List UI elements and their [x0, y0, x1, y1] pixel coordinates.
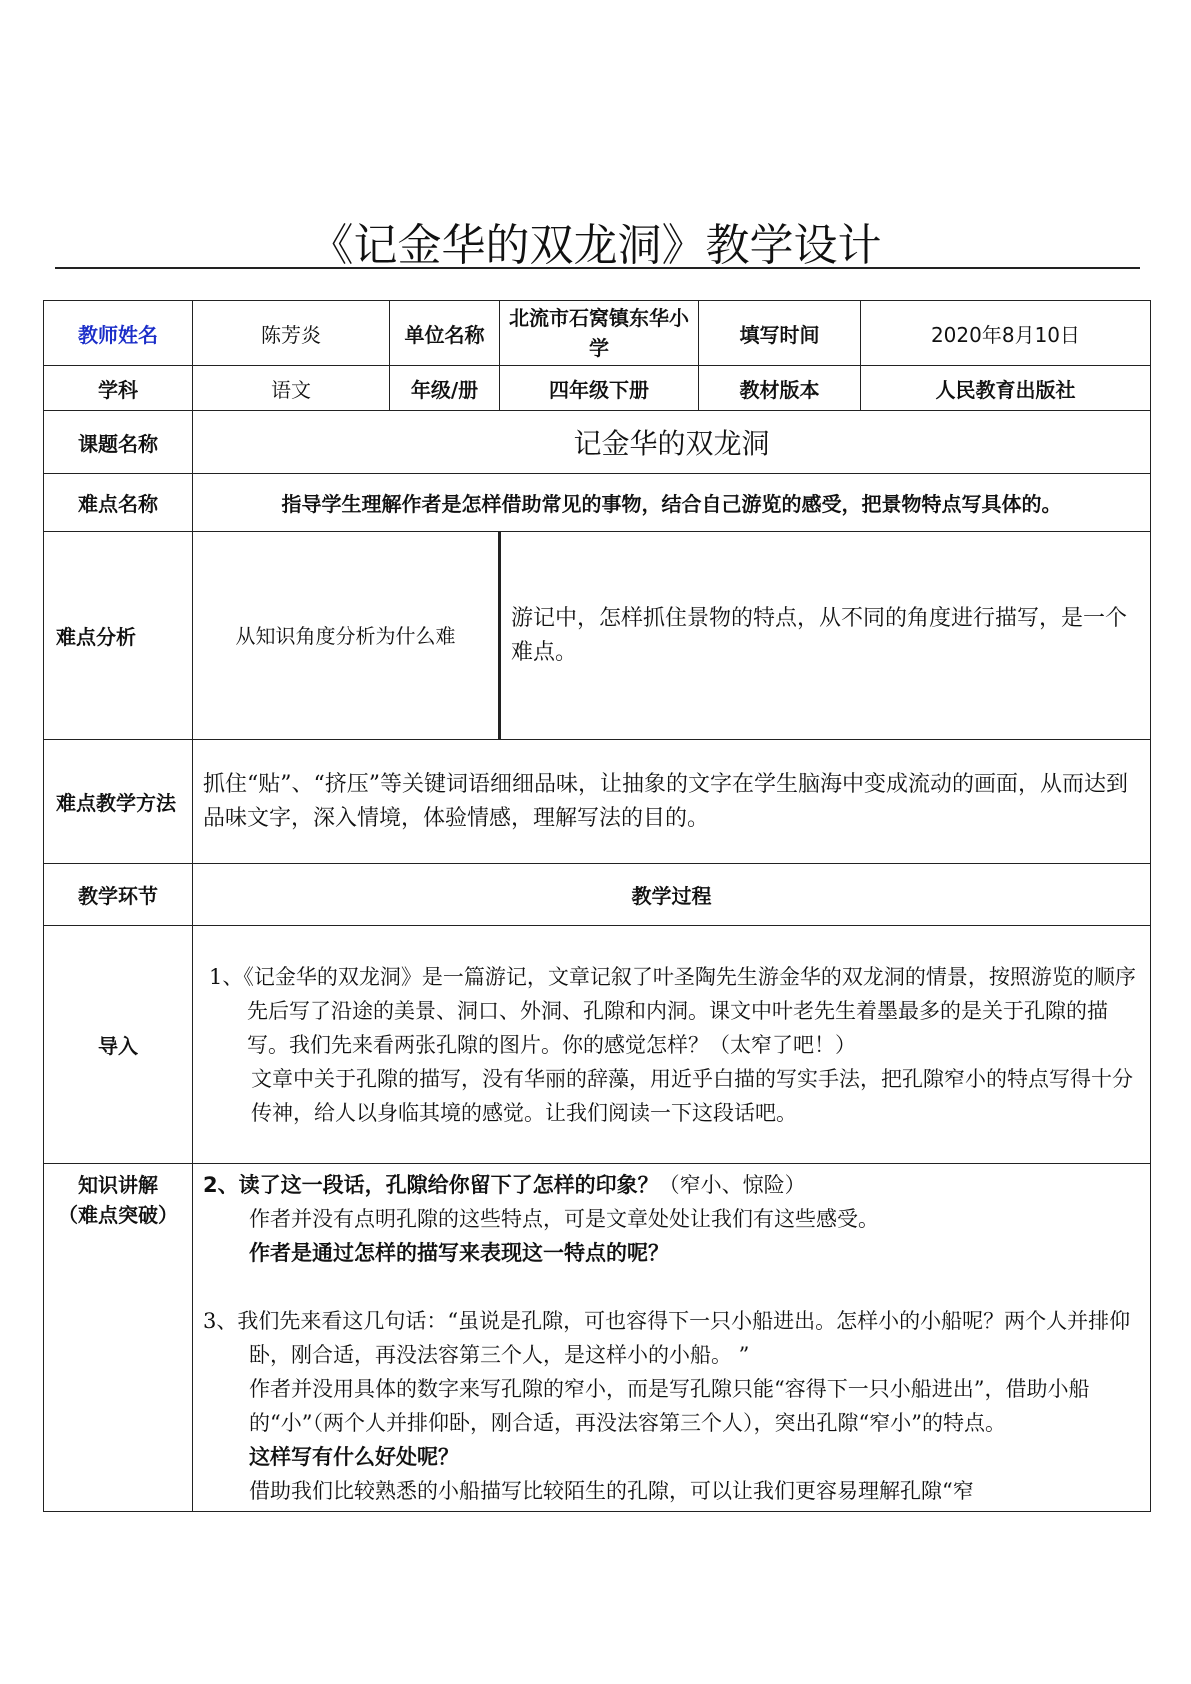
- document-title: 《记金华的双龙洞》教学设计: [309, 220, 882, 271]
- info-row-1: [44, 301, 1151, 366]
- question-3-followup-text: 这样写有什么好处呢？: [249, 1445, 459, 1469]
- question-3-note: 作者并没用具体的数字来写孔隙的窄小，而是写孔隙只能“容得下一只小船进出”，借助小船的“小”（两个人并排仰卧，刚合适，再没法容第三个人），突出孔隙“窄小”的特点。: [249, 1377, 1090, 1435]
- subject-value: 语文: [193, 366, 390, 411]
- stage-header: 教学环节: [44, 864, 193, 926]
- question-3-followup: [203, 1440, 1136, 1474]
- question-3-answer: 借助我们比较熟悉的小船描写比较陌生的孔隙，可以让我们更容易理解孔隙“窄: [249, 1479, 974, 1503]
- topic-row: [44, 411, 1151, 474]
- intro-row: [44, 926, 1151, 1164]
- question-2: [203, 1168, 1136, 1202]
- knowledge-content: [193, 1164, 1151, 1512]
- subject-label: 学科: [44, 366, 193, 411]
- method-value: 抓住“贴”、“挤压”等关键词语细细品味，让抽象的文字在学生脑海中变成流动的画面，从而达到品味文字，深入情境，体验情感，理解写法的目的。: [193, 740, 1151, 864]
- unit-value: 北流市石窝镇东华小学: [500, 301, 699, 366]
- lesson-plan-table: [43, 300, 1151, 1512]
- knowledge-label-line-1: 知识讲解: [78, 1173, 158, 1197]
- info-row-2: [44, 366, 1151, 411]
- grade-value: 四年级下册: [500, 366, 699, 411]
- intro-paragraph-1: 1、《记金华的双龙洞》是一篇游记，文章记叙了叶圣陶先生游金华的双龙洞的情景，按照游览的顺序先后写了沿途的美景、洞口、外洞、孔隙和内洞。课文中叶老先生着墨最多的是关于孔隙的描写。我们先来看两张孔隙的图片。你的感觉怎样？（太窄了吧！）: [209, 964, 1136, 1057]
- analysis-value: 游记中，怎样抓住景物的特点，从不同的角度进行描写，是一个难点。: [500, 532, 1151, 740]
- knowledge-label: [44, 1164, 193, 1512]
- teacher-value: 陈芳炎: [193, 301, 390, 366]
- intro-label: 导入: [44, 926, 193, 1164]
- analysis-row: [44, 532, 1151, 740]
- analysis-label: 难点分析: [44, 532, 193, 740]
- edition-value: 人民教育出版社: [861, 366, 1151, 411]
- method-row: [44, 740, 1151, 864]
- method-label: 难点教学方法: [44, 740, 193, 864]
- question-2-answer: （窄小、惊险）: [658, 1173, 806, 1197]
- question-3-text: 3、我们先来看这几句话：“虽说是孔隙，可也容得下一只小船进出。怎样小的小船呢？两个人并排仰卧，刚合适，再没法容第三个人，是这样小的小船。 ”: [203, 1309, 1131, 1367]
- topic-label: 课题名称: [44, 411, 193, 474]
- knowledge-row: [44, 1164, 1151, 1512]
- spacer: [203, 1270, 1136, 1304]
- difficulty-row: [44, 474, 1151, 532]
- unit-label: 单位名称: [390, 301, 500, 366]
- teacher-label: 教师姓名: [44, 301, 193, 366]
- topic-value: 记金华的双龙洞: [193, 411, 1151, 474]
- intro-paragraph-2: 文章中关于孔隙的描写，没有华丽的辞藻，用近乎白描的写实手法，把孔隙窄小的特点写得十分传神，给人以身临其境的感觉。让我们阅读一下这段话吧。: [251, 1066, 1133, 1125]
- question-2-followup-text: 作者是通过怎样的描写来表现这一特点的呢？: [249, 1241, 669, 1265]
- difficulty-label: 难点名称: [44, 474, 193, 532]
- grade-label: 年级/册: [390, 366, 500, 411]
- difficulty-value: 指导学生理解作者是怎样借助常见的事物，结合自己游览的感受，把景物特点写具体的。: [193, 474, 1151, 532]
- edition-label: 教材版本: [699, 366, 861, 411]
- question-2-text: 2、读了这一段话，孔隙给你留下了怎样的印象？: [203, 1173, 659, 1197]
- knowledge-label-line-2: （难点突破）: [58, 1203, 178, 1227]
- question-2-note: 作者并没有点明孔隙的这些特点，可是文章处处让我们有这些感受。: [249, 1207, 879, 1231]
- process-header-row: [44, 864, 1151, 926]
- fill-time-label: 填写时间: [699, 301, 861, 366]
- analysis-sub-label: 从知识角度分析为什么难: [193, 532, 500, 740]
- intro-content: [193, 926, 1151, 1164]
- title-underline: [55, 267, 1140, 269]
- fill-time-value: 2020年8月10日: [861, 301, 1151, 366]
- question-2-followup: [203, 1236, 1136, 1270]
- process-header: 教学过程: [193, 864, 1151, 926]
